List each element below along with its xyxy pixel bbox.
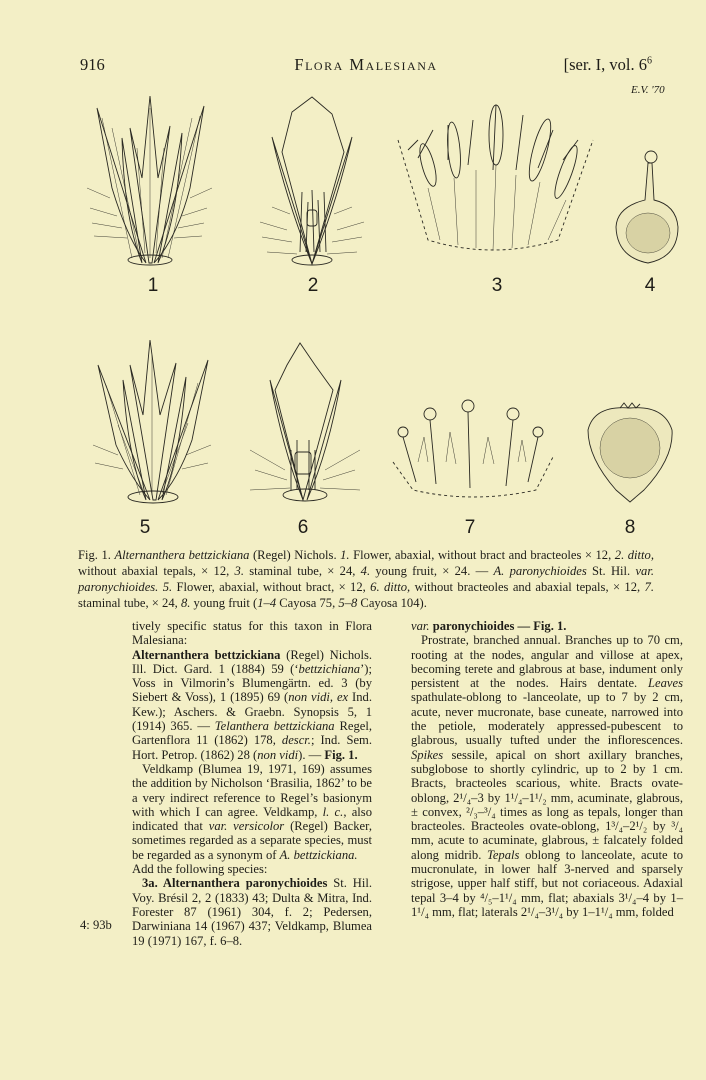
series-volume: [ser. I, vol. $6^6$	[563, 55, 652, 74]
figure-7-number: 7	[464, 517, 476, 538]
figure-caption: Fig. 1. Alternanthera bettzickiana (Regel) Nichols. 1. Flower, abaxial, without bract and bracteoles × 12, 2. ditto, without abaxial tepals, × 12, 3. staminal tube, × 24, 4. young fruit, × 24. — A. paronychioides St. Hil. var. paronychioides. 5. Flower, abaxial, without bract, × 12, 6. ditto, without bracteoles and abaxial tepals, × 12, 7. staminal tube, × 24, 8. young fruit (1–4 Cayosa 75, 5–8 Cayosa 104).	[78, 548, 654, 610]
figure-8-number: 8	[624, 517, 636, 538]
figure-6-drawing	[245, 340, 365, 510]
figure-3-drawing	[388, 100, 598, 270]
key-reference: 4: 93b	[80, 918, 112, 932]
figure-3-number: 3	[491, 275, 503, 296]
figure-6-number: 6	[297, 517, 309, 538]
figure-2-number: 2	[307, 275, 319, 296]
figure-4-drawing	[612, 145, 684, 270]
intro-paragraph: tively specific status for this taxon in Flora Malesiana:	[132, 619, 372, 648]
paronychioides-entry: 3a. Alternanthera paronychioides St. Hil. Voy. Brésil 2, 2 (1833) 43; Dulta & Mitra, Ind. Forester 87 (1961) 304, f. 2; Pedersen, Darwiniana 14 (1967) 437; Veldkamp, Blumea 19 (1971) 167, f. 6–8.	[132, 876, 372, 948]
figure-1-drawing	[82, 88, 217, 273]
figure-4-number: 4	[644, 275, 656, 296]
figure-2-drawing	[252, 92, 372, 272]
description-paragraph: Prostrate, branched annual. Branches up to 70 cm, rooting at the nodes, angular and villose at apex, becoming terete and glabrous at base, indument only persistent at the nodes. Hairs dentate. Leaves spathulate-oblong to -lanceolate, up to 7 by 2 cm, acute, never mucronate, base cuneate, narrowed into the petiole, moderately appressed-pubescent to glabrous, usually tufted under the inflorescences. Spikes sessile, apical on short axillary branches, subglobose to shortly cylindric, up to 2 by 1 cm. Bracts, bracteoles scarious, white. Bracts ovate-oblong, 2¹/₄–3 by 1¹/₄–1¹/₂ mm, acuminate, glabrous, ± convex, ²/₃–³/₄ times as long as tepals, longer than bracteoles. Bracteoles ovate-oblong, 1³/₄–2¹/₂ by ³/₄ mm, acute to acuminate, glabrous, ± falcately folded along midrib. Tepals oblong to lanceolate, acute to mucronulate, in lower half 3-nerved and sparsely strigose, upper half stiff, but not coriaceous. Adaxial tepal 3–4 by ⁴/₅–1¹/₄ mm, flat; abaxials 3¹/₄–4 by 1–1¹/₄ mm, flat; laterals 2¹/₄–3¹/₄ by 1–1¹/₄ mm, folded	[411, 633, 683, 919]
figure-8-drawing	[584, 400, 676, 510]
figure-1-number: 1	[147, 275, 159, 296]
journal-title: Flora Malesiana	[294, 55, 438, 74]
figure-5-number: 5	[139, 517, 151, 538]
figure-5-drawing	[88, 335, 218, 510]
right-column	[411, 619, 683, 919]
variety-heading: var. paronychioides — Fig. 1.	[411, 619, 567, 633]
veldkamp-note: Veldkamp (Blumea 19, 1971, 169) assumes the addition by Nicholson ‘Brasilia, 1862’ to be a very indirect reference to Regel’s basionym with which I can agree. Veldkamp, l. c., also indicated that var. versicolor (Regel) Backer, sometimes regarded as a separate species, must be regarded as a synonym of A. bettzickiana.	[132, 761, 372, 862]
left-column	[132, 619, 372, 948]
page-number: 916	[80, 55, 105, 74]
running-header	[80, 55, 652, 77]
figure-7-drawing	[388, 392, 556, 512]
bettzickiana-entry: Alternanthera bettzickiana (Regel) Nichols. Ill. Dict. Gard. 1 (1884) 59 (‘bettzichiana’); Voss in Vilmorin’s Blumengärtn. ed. 3 (by Siebert & Voss), 1 (1895) 69 (non vidi, ex Ind. Kew.); Aschers. & Graebn. Synopsis 5, 1 (1914) 365. — Telanthera bettzickiana Regel, Gartenflora 11 (1862) 178, descr.; Ind. Sem. Hort. Petrop. (1862) 28 (non vidi). — Fig. 1.	[132, 647, 373, 762]
add-species-line: Add the following species:	[132, 862, 268, 877]
illustrator-initials: E.V. '70	[631, 84, 665, 96]
